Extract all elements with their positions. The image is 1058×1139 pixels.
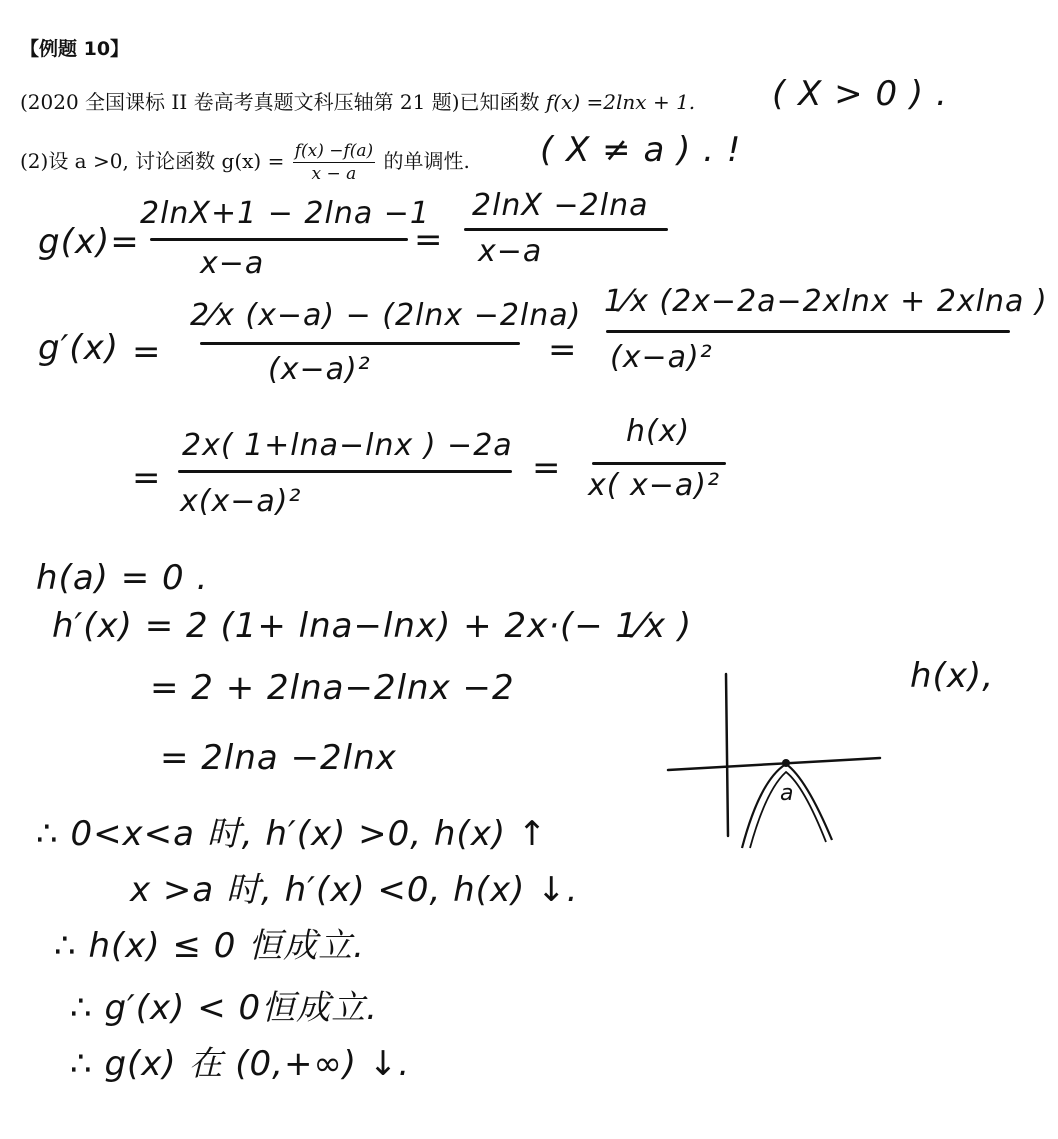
conclusion-5: ∴ g(x) 在 (0,+∞) ↓. bbox=[70, 1044, 411, 1084]
g-numerator-1: 2lnX+1 − 2lna −1 bbox=[140, 196, 430, 231]
part2-statement bbox=[20, 140, 470, 185]
part2-denominator: x − a bbox=[311, 164, 357, 184]
gprime-numerator-4: h(x) bbox=[626, 414, 691, 449]
hprime-line-1: h′(x) = 2 (1+ lna−lnx) + 2x·(− 1⁄x ) bbox=[52, 606, 693, 646]
g-label: g(x)= bbox=[38, 222, 140, 262]
g-equals-1: = bbox=[414, 220, 444, 260]
domain-note-1: ( X > 0 ) . bbox=[772, 74, 948, 114]
gprime-equals-3: = bbox=[132, 458, 162, 498]
domain-note-2: ( X ≠ a ) . ! bbox=[540, 130, 742, 170]
sketch-y-axis bbox=[726, 674, 728, 836]
gprime-equals-1: = bbox=[132, 332, 162, 372]
sketch-vertex-point bbox=[782, 759, 790, 767]
gprime-numerator-3: 2x( 1+lna−lnx ) −2a bbox=[182, 428, 513, 463]
part2-fraction bbox=[293, 140, 375, 185]
gprime-numerator-2: 1⁄x (2x−2a−2xlnx + 2xlna ) bbox=[604, 284, 1048, 319]
sketch-curve-outer bbox=[742, 764, 832, 848]
gprime-fraction-bar-4 bbox=[592, 462, 726, 465]
problem-function: f(x) =2lnx + 1. bbox=[545, 90, 696, 114]
g-denominator-1: x−a bbox=[200, 246, 265, 281]
conclusion-1: ∴ 0<x<a 时, h′(x) >0, h(x) ↑ bbox=[36, 814, 548, 854]
g-denominator-2: x−a bbox=[478, 234, 543, 269]
hprime-line-3: = 2lna −2lnx bbox=[160, 738, 397, 778]
hprime-line-2: = 2 + 2lna−2lnx −2 bbox=[150, 668, 515, 708]
conclusion-2: x >a 时, h′(x) <0, h(x) ↓. bbox=[130, 870, 579, 910]
problem-prefix: (2020 全国课标 II 卷高考真题文科压轴第 21 题)已知函数 bbox=[20, 90, 540, 114]
gprime-denominator-3: x(x−a)² bbox=[180, 484, 302, 519]
g-fraction-bar-1 bbox=[150, 238, 408, 241]
gprime-equals-2: = bbox=[548, 330, 578, 370]
gprime-numerator-1: 2⁄x (x−a) − (2lnx −2lna) bbox=[190, 298, 582, 333]
conclusion-4: ∴ g′(x) < 0恒成立. bbox=[70, 988, 378, 1028]
gprime-denominator-4: x( x−a)² bbox=[588, 468, 720, 503]
conclusion-3: ∴ h(x) ≤ 0 恒成立. bbox=[54, 926, 365, 966]
example-title: 【例题 10】 bbox=[20, 38, 130, 60]
gprime-fraction-bar-2 bbox=[606, 330, 1010, 333]
gprime-denominator-2: (x−a)² bbox=[610, 340, 713, 375]
gprime-fraction-bar-3 bbox=[178, 470, 512, 473]
sketch-a-label: a bbox=[780, 781, 794, 806]
h-sketch bbox=[660, 660, 900, 850]
g-numerator-2: 2lnX −2lna bbox=[472, 188, 649, 223]
part2-numerator: f(x) −f(a) bbox=[294, 141, 374, 161]
gprime-denominator-1: (x−a)² bbox=[268, 352, 371, 387]
part2-prefix: (2)设 a >0, 讨论函数 g(x) = bbox=[20, 149, 285, 173]
part2-suffix: 的单调性. bbox=[383, 149, 470, 173]
sketch-x-axis bbox=[668, 758, 880, 770]
gprime-label: g′(x) bbox=[38, 328, 119, 368]
h-at-a: h(a) = 0 . bbox=[36, 558, 209, 598]
gprime-equals-4: = bbox=[532, 448, 562, 488]
sketch-label: h(x), bbox=[910, 656, 995, 696]
problem-statement bbox=[20, 86, 695, 115]
gprime-fraction-bar-1 bbox=[200, 342, 520, 345]
g-fraction-bar-2 bbox=[464, 228, 668, 231]
